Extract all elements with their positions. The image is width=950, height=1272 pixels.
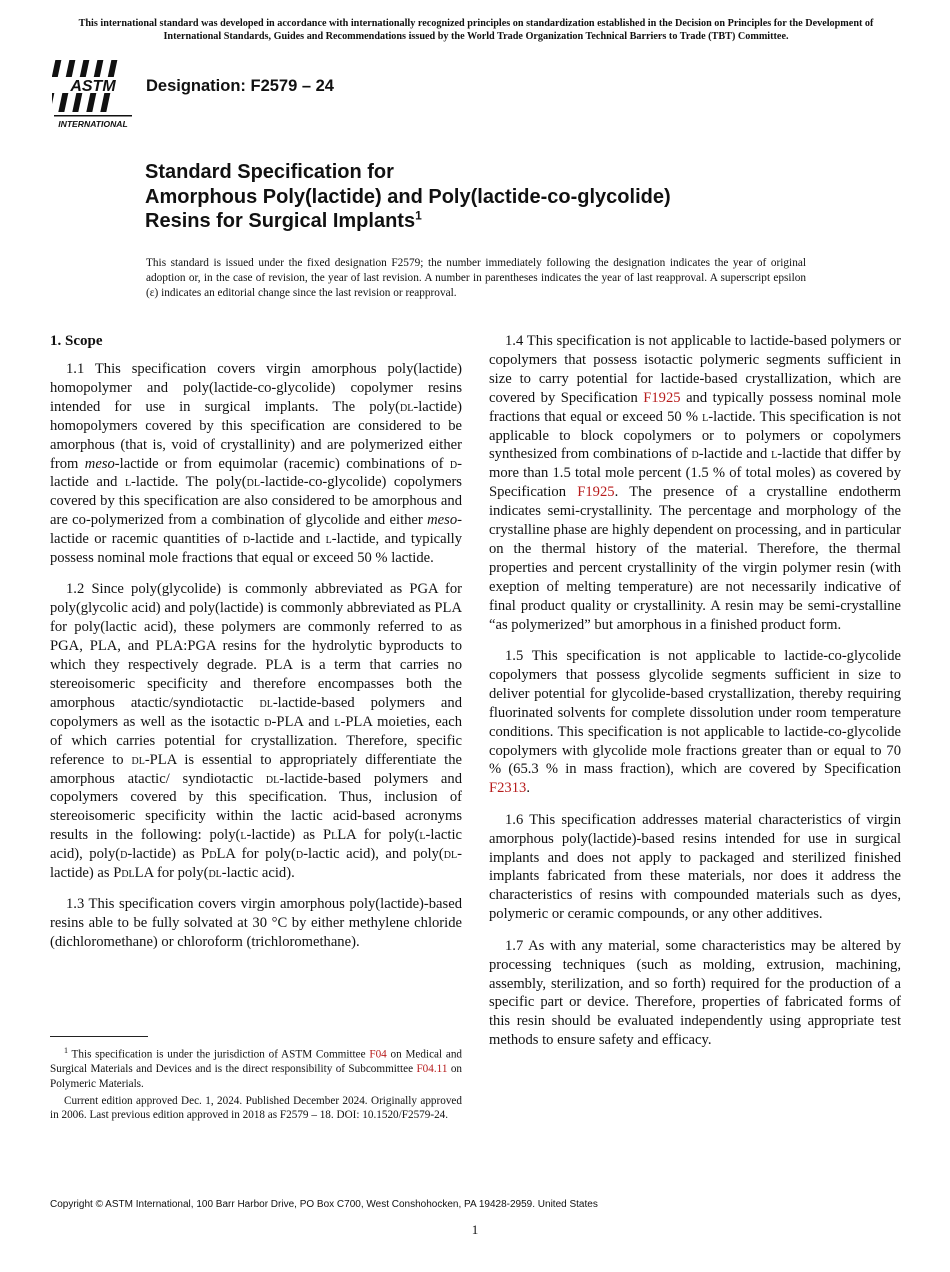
- page-number: 1: [471, 1222, 479, 1237]
- section-heading-scope: 1. Scope: [50, 333, 103, 349]
- paragraph-1-5: 1.5 This specification is not applicable to lactide-co-glycolide copolymers that possess glycolide segments sufficient in size to deliver potential for glycolide-based crystallization, thereby requiring fluorinated solvents for complete dissolution under room temperature conditions. This specification is not applicable to lactide-co-glycolide copolymers with glycolide mole fractions greater than or equal to 70 % (65.3 % in mass fraction), which are covered by Specification F2313.: [489, 648, 901, 797]
- footnote-1: $^1$ This specification is under the jurisdiction of ASTM Committee F04 on Medical and Surgical Materials and Devices and is the direct responsibility of Subcommittee F04.11 on Polymeric Materials.: [50, 1046, 463, 1090]
- designation: Designation: F2579 – 24: [146, 77, 334, 95]
- logo-letters: ASTM: [70, 78, 116, 95]
- ref-link-f1925[interactable]: F1925: [643, 389, 681, 406]
- page-title: [145, 160, 845, 234]
- paragraph-1-2: 1.2 Since poly(glycolide) is commonly abbreviated as PGA for poly(glycolic acid) and poly(lactide) is commonly abbreviated as PLA for poly(lactic acid), these polymers are commonly referred to as PGA, PLA, and PLA:PGA resins for the hydrolytic byproducts to which they respectively degrade. PLA is a term that carries no stereoisomeric specificity and therefore encompasses both the amorphous atactic/syndiotactic dl-lactide-based polymers and copolymers as well as the isotactic d-PLA and l-PLA moieties, each of which carries potential for crystallization. Therefore, specific reference to dl-PLA is essential to appropriately differentiate the amorphous atactic/ syndiotactic dl-lactide-based polymers and copolymers covered by this specification. Thus, inclusion of stereoisomeric specificity within the lactic acid-based acronyms results in the following: poly(l-lactide) as PlLA for poly(l-lactic acid), poly(d-lactide) as PdLA for poly(d-lactic acid), and poly(dl-lactide) as PdlLA for poly(dl-lactic acid).: [50, 581, 463, 882]
- ref-link-f04[interactable]: F04: [369, 1048, 387, 1061]
- paragraph-1-1: 1.1 This specification covers virgin amorphous poly(lactide) homopolymer and poly(lactide-co-glycolide) copolymer resins intended for use in surgical implants. The poly(dl-lactide) homopolymers covered by this specification are considered to be amorphous (that is, void of crystallinity) and are polymerized either from meso-lactide or from equimolar (racemic) combinations of d-lactide and l-lactide. The poly(dl-lactide-co-glycolide) copolymers covered by this specification are also considered to be amorphous and are co-polymerized from a combination of glycolide and either meso-lactide or racemic quantities of d-lactide and l-lactide, and typically possess nominal mole fractions that equal or exceed 50 % lactide.: [50, 361, 462, 567]
- tbt-notice: This international standard was developed in accordance with internationally recognized principles on standardization established in the Decision on Principles for the Development of International Standards, Guides and Recommendations issued by the World Trade Organization Technical Barriers to Trade (TBT) Committee.: [78, 18, 874, 42]
- title-line-1: Standard Specification for: [145, 161, 394, 183]
- paragraph-1-4: 1.4 This specification is not applicable to lactide-based polymers or copolymers that possess isotactic polymeric segments sufficient in size to carry potential for lactide-based crystallization, which are covered by Specification F1925 and typically possess nominal mole fractions that equal or exceed 50 % l-lactide. This specification is not applicable to block copolymers or to polymers or copolymers synthesized from combinations of d-lactide and l-lactide that differ by more than 1.5 total mole percent (1.5 % of total moles) as covered by Specification F1925. The presence of a crystalline endotherm indicates semi-crystallinity. The percentage and morphology of the crystalline phase are highly dependent on processing, and in particular on the thermal history of the material. Therefore, the thermal properties and percent crystallinity of the virgin polymer resin (with exeption of melting temperature) are not necessarily indicative of final product quality or crystallinity. A resin may be semi-crystalline “as polymerized” but amorphous in a finished product form.: [489, 333, 902, 633]
- logo-word: INTERNATIONAL: [58, 119, 128, 129]
- paragraph-1-6: 1.6 This specification addresses material characteristics of virgin amorphous poly(lactide)-based resins intended for use in surgical implants and does not apply to packaged and sterilized finished implants fabricated from these materials, nor does it address the characteristics of resins with compounded materials such as dyes, polymeric or ceramic compounds, or any other additives.: [489, 811, 901, 923]
- footnotes: [50, 1044, 462, 1125]
- left-column: [50, 331, 462, 965]
- title-line-3: [145, 209, 845, 234]
- copyright: Copyright © ASTM International, 100 Barr Harbor Drive, PO Box C700, West Conshohocken, PA 19428-2959. United States: [50, 1199, 598, 1210]
- astm-logo: [52, 57, 134, 131]
- right-column: [489, 332, 901, 1063]
- ref-link-f04-11[interactable]: F04.11: [416, 1063, 448, 1076]
- title-line-2: Amorphous Poly(lactide) and Poly(lactide-co-glycolide): [145, 185, 671, 208]
- paragraph-1-3: 1.3 This specification covers virgin amorphous poly(lactide)-based resins able to be fully solvated at 30 °C by either methylene chloride (dichloromethane) or chloroform (trichloromethane).: [50, 896, 462, 951]
- footnote-edition: Current edition approved Dec. 1, 2024. Published December 2024. Originally approved in 2006. Last previous edition approved in 2018 as F2579 – 18. DOI: 10.1520/F2579-24.: [50, 1094, 462, 1122]
- issued-note: This standard is issued under the fixed designation F2579; the number immediately following the designation indicates the year of original adoption or, in the case of revision, the year of last revision. A number in parentheses indicates the year of last reapproval. A superscript epsilon (ε) indicates an editorial change since the last revision or reapproval.: [146, 257, 806, 299]
- paragraph-1-7: 1.7 As with any material, some characteristics may be altered by processing techniques (such as molding, extrusion, machining, assembly, sterilization, and so forth) required for the production of a specific part or device. Therefore, properties of fabricated forms of this resin should be evaluated independently using appropriate test methods to ensure safety and efficacy.: [489, 937, 901, 1049]
- footnote-rule: [50, 1036, 148, 1037]
- title-footnote-mark[interactable]: 1: [415, 208, 422, 223]
- title-line-3-text: Resins for Surgical Implants: [145, 210, 416, 232]
- astm-logo-icon: [52, 57, 134, 131]
- ref-link-f2313[interactable]: F2313: [489, 780, 527, 797]
- ref-link-f1925-second[interactable]: F1925: [577, 484, 615, 501]
